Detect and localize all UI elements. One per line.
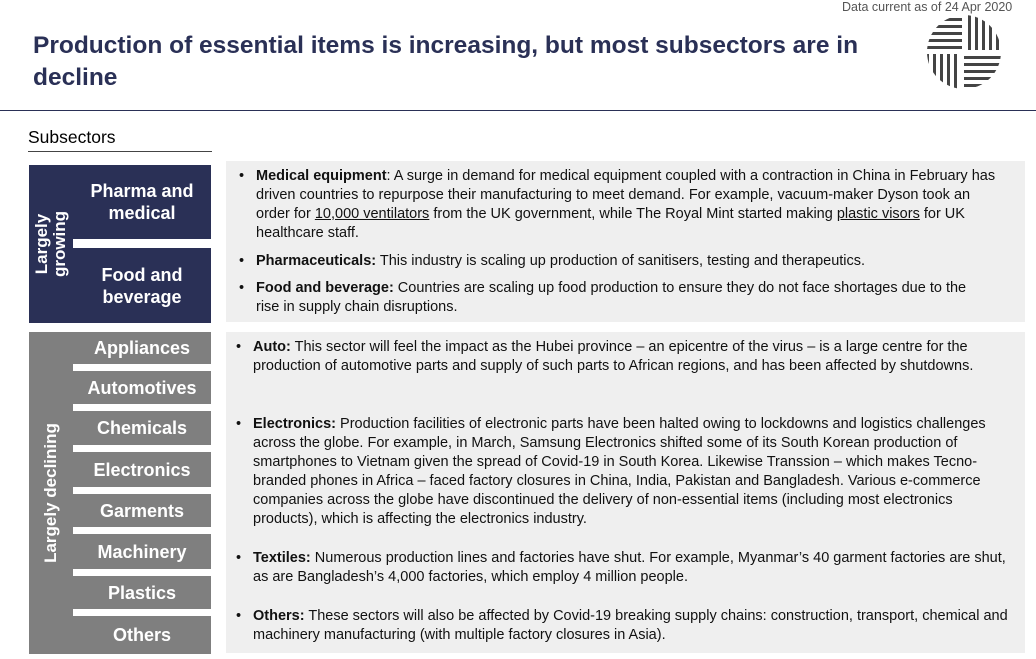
bullet-heading: Electronics: [253,416,336,432]
bullet-dot: • [236,416,242,432]
largely-declining-label: Largely declining [41,423,60,563]
category-electronics: Electronics [73,452,211,487]
category-others: Others [73,616,211,654]
category-appliances: Appliances [73,332,211,364]
bullet-dot: • [239,168,245,184]
bullet-dot: • [236,608,242,624]
category-machinery: Machinery [73,534,211,569]
bullet-dot: • [239,253,245,269]
bullet-heading: Food and beverage: [256,280,394,296]
striped-circle-logo-icon [924,14,1004,94]
category-plastics: Plastics [73,576,211,609]
bullet-dot: • [236,339,242,355]
bullet-dot: • [236,550,242,566]
header-divider [0,110,1036,111]
bullet-medical-equipment: • Medical equipment: A surge in demand for medical equipment coupled with a contraction in China in February has driven countries to repurpose their manufacturing to meet demand. For example, vacuum-maker Dyson took an order for 10,000 ventilators from the UK government, while The Royal Mint started making plastic visors for UK healthcare staff. [239,168,996,241]
subsectors-underline [28,151,212,152]
bullet-heading: Pharmaceuticals: [256,253,377,269]
category-pharma-medical: Pharma and medical [73,165,211,239]
bullet-textiles: • Textiles: Numerous production lines and factories have shut. For example, Myanmar’s 40 garment factories are shut, as are Bangladesh’s 4,000 factories, which employ 4 million people. [236,550,1006,585]
bullet-heading: Textiles: [253,550,311,566]
bullet-electronics: • Electronics: Production facilities of electronic parts have been halted owing to lockdowns and logistics challenges across the globe. For example, in March, Samsung Electronics shifted some of its South Korean production of smartphones to Vietnam given the spread of Covid-19 in South Korea. Likewise Transsion – which makes Tecno-branded phones in Africa – faced factory closures in China, India, Pakistan and Bangladesh. Various e-commerce companies across the globe have discontinued the delivery of non-essential items (including most electronics products), which is affecting the electronics industry. [236,416,986,527]
category-garments: Garments [73,494,211,527]
bullet-heading: Auto: [253,339,291,355]
category-automotives: Automotives [73,371,211,404]
data-date-note: Data current as of 24 Apr 2020 [842,0,1013,14]
bullet-auto: • Auto: This sector will feel the impact as the Hubei province – an epicentre of the virus – is a large centre for the production of automotive parts and supply of such parts to African regions, and has been affected by shutdowns. [236,339,974,374]
category-chemicals: Chemicals [73,411,211,445]
ventilators-link[interactable]: 10,000 ventilators [314,206,430,222]
bullet-pharmaceuticals: • Pharmaceuticals: This industry is scaling up production of sanitisers, testing and therapeutics. [239,253,866,269]
largely-growing-label-line2: growing [50,210,70,278]
largely-declining-bar [29,332,73,654]
bullet-food-beverage: • Food and beverage: Countries are scaling up food production to ensure they do not face shortages due to the rise in supply chain disruptions. [239,280,967,315]
bullet-heading: Medical equipment [256,168,387,184]
largely-growing-bar [29,165,73,323]
subsectors-heading: Subsectors [28,127,116,147]
bullet-heading: Others: [253,608,305,624]
bullet-dot: • [239,280,245,296]
largely-growing-label-line1: Largely [32,213,52,275]
bullet-others: • Others: These sectors will also be affected by Covid-19 breaking supply chains: construction, transport, chemical and machinery manufacturing (with multiple factory closures in Asia). [236,608,1008,643]
page-title: Production of essential items is increasing, but most subsectors are in decline [33,32,859,91]
plastic-visors-link[interactable]: plastic visors [836,206,920,222]
category-food-beverage: Food and beverage [73,248,211,323]
